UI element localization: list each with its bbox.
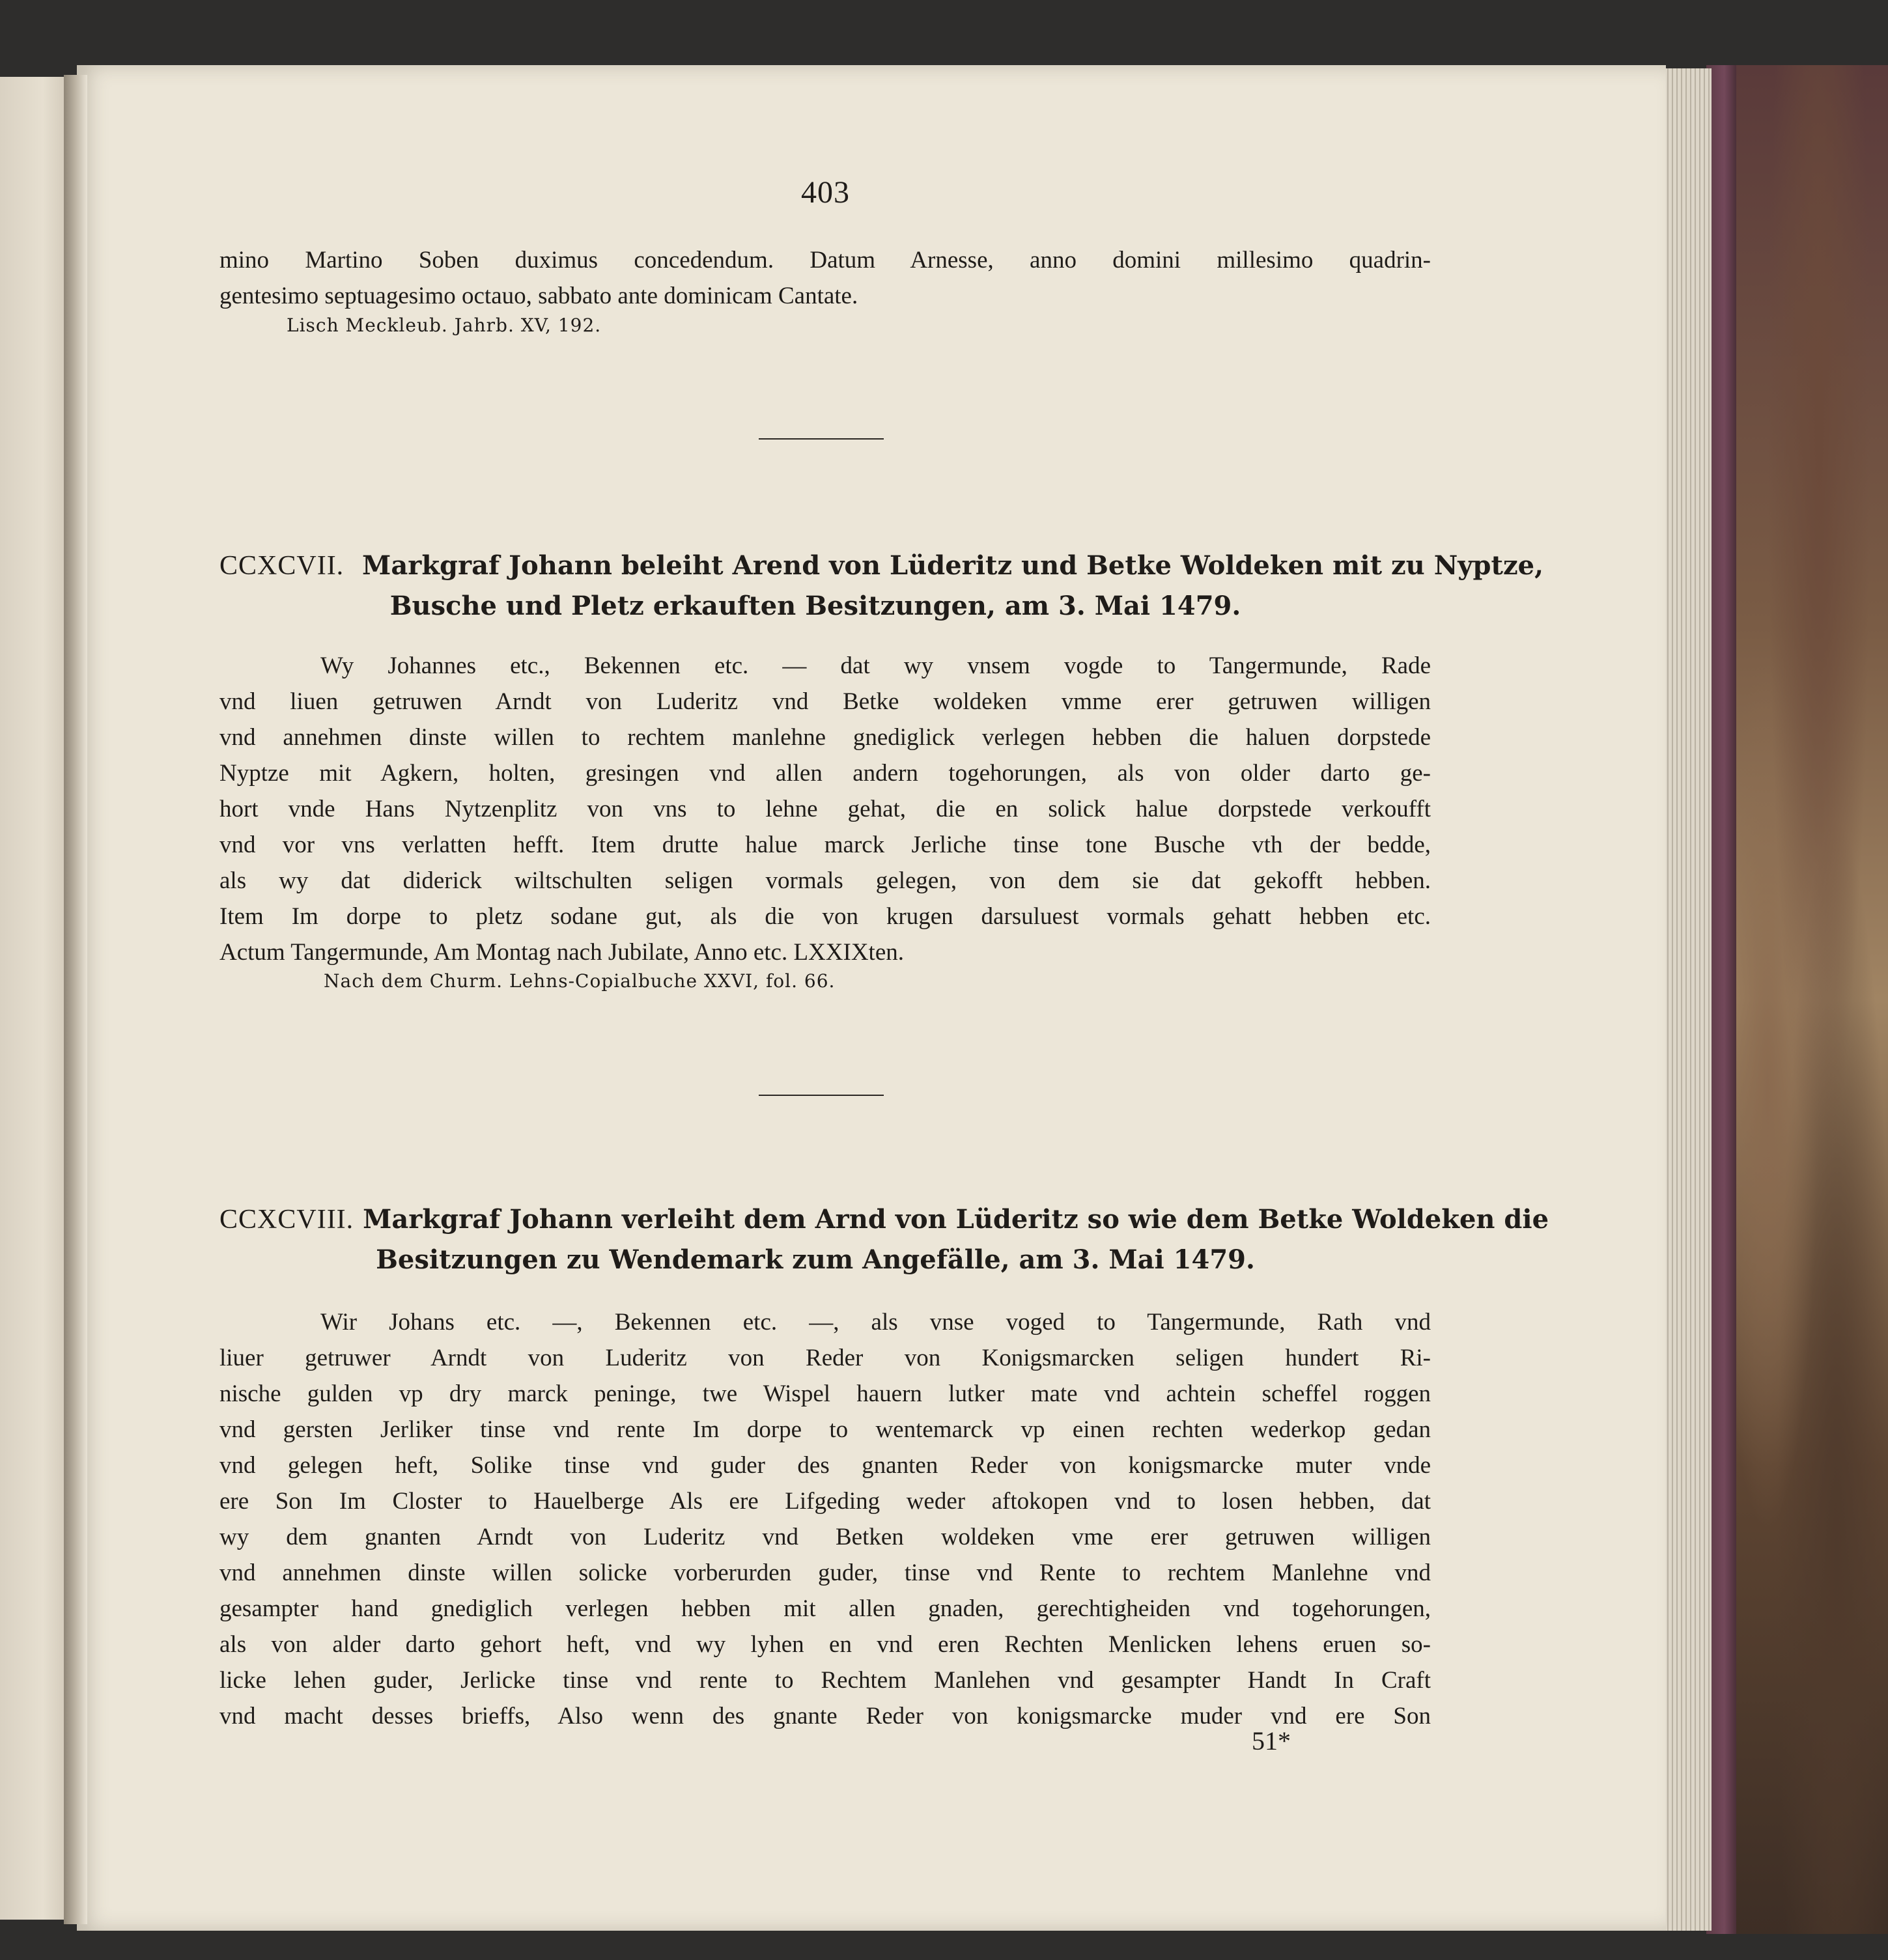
text-line: liuer getruwer Arndt von Luderitz von Reder von Konigsmarcken seligen hundert Ri- xyxy=(219,1345,1431,1371)
text-line: gesampter hand gnediglich verlegen hebben mit allen gnaden, gerechtigheiden vnd togehorungen, xyxy=(219,1595,1431,1622)
book-gutter xyxy=(64,75,87,1924)
section-divider xyxy=(759,438,884,440)
doc2-heading-line1: Markgraf Johann verleiht dem Arnd von Lüderitz so wie dem Betke Woldeken die xyxy=(363,1204,1549,1235)
text-line: Item Im dorpe to pletz sodane gut, als die von krugen darsuluest vormals gehatt hebben etc. xyxy=(219,903,1431,930)
doc1-numeral: CCXCVII. xyxy=(219,551,345,581)
page-edges xyxy=(1659,68,1712,1931)
intro-source-citation: Lisch Meckleub. Jahrb. XV, 192. xyxy=(287,315,602,336)
text-line: Wir Johans etc. —, Bekennen etc. —, als vnse voged to Tangermunde, Rath vnd xyxy=(320,1309,1431,1336)
doc2-body xyxy=(219,1304,1431,1734)
text-line: vnd liuen getruwen Arndt von Luderitz vnd Betke woldeken vmme erer getruwen willigen xyxy=(219,688,1431,715)
text-line: Actum Tangermunde, Am Montag nach Jubilate, Anno etc. LXXIXten. xyxy=(219,939,904,966)
doc1-heading-line2: Busche und Pletz erkauften Besitzungen, am 3. Mai 1479. xyxy=(389,591,1241,621)
text-line: licke lehen guder, Jerlicke tinse vnd rente to Rechtem Manlehen vnd gesampter Handt In Craft xyxy=(219,1667,1431,1694)
text-line: nische gulden vp dry marck peninge, twe Wispel hauern lutker mate vnd achtein scheffel roggen xyxy=(219,1380,1431,1407)
text-line: mino Martino Soben duximus concedendum. Datum Arnesse, anno domini millesimo quadrin- xyxy=(219,247,1431,273)
text-line: vnd annehmen dinste willen to rechtem manlehne gnediglick verlegen hebben die haluen dorpstede xyxy=(219,724,1431,751)
text-line: vnd annehmen dinste willen solicke vorberurden guder, tinse vnd Rente to rechtem Manlehne vnd xyxy=(219,1560,1431,1586)
signature-mark: 51* xyxy=(1252,1726,1291,1756)
doc1-heading-line1: Markgraf Johann beleiht Arend von Lüderitz und Betke Woldeken mit zu Nyptze, xyxy=(362,550,1544,581)
doc2-heading xyxy=(219,1199,1549,1280)
left-page-edge xyxy=(0,77,72,1920)
text-line: vnd vor vns verlatten hefft. Item drutte halue marck Jerliche tinse tone Busche vth der bedde, xyxy=(219,832,1431,858)
doc1-source-citation: Nach dem Churm. Lehns-Copialbuche XXVI, fol. 66. xyxy=(324,970,836,992)
text-line: als wy dat diderick wiltschulten seligen vormals gelegen, von dem sie dat gekofft hebben. xyxy=(219,867,1431,894)
text-line: vnd gersten Jerliker tinse vnd rente Im dorpe to wentemarck vp einen rechten wederkop gedan xyxy=(219,1416,1431,1443)
text-line: gentesimo septuagesimo octauo, sabbato ante dominicam Cantate. xyxy=(219,283,858,309)
doc1-body xyxy=(219,648,1431,970)
text-line: hort vnde Hans Nytzenplitz von vns to lehne gehat, die en solick halue dorpstede verkoufft xyxy=(219,796,1431,822)
text-line: Wy Johannes etc., Bekennen etc. — dat wy vnsem vogde to Tangermunde, Rade xyxy=(320,652,1431,679)
text-line: vnd gelegen heft, Solike tinse vnd guder des gnanten Reder von konigsmarcke muter vnde xyxy=(219,1452,1431,1479)
text-line: ere Son Im Closter to Hauelberge Als ere Lifgeding weder aftokopen vnd to losen hebben, dat xyxy=(219,1488,1431,1515)
doc1-heading xyxy=(219,546,1544,626)
text-line: vnd macht desses brieffs, Also wenn des gnante Reder von konigsmarcke muder vnd ere Son xyxy=(219,1703,1431,1729)
page-number: 403 xyxy=(801,175,850,210)
intro-paragraph xyxy=(219,242,1431,314)
marbled-cover xyxy=(1716,65,1888,1934)
doc2-numeral: CCXCVIII. xyxy=(219,1205,354,1235)
text-line: wy dem gnanten Arndt von Luderitz vnd Betken woldeken vme erer getruwen willigen xyxy=(219,1524,1431,1550)
section-divider xyxy=(759,1095,884,1096)
text-line: Nyptze mit Agkern, holten, gresingen vnd allen andern togehorungen, als von older darto ge- xyxy=(219,760,1431,787)
text-line: als von alder darto gehort heft, vnd wy lyhen en vnd eren Rechten Menlicken lehens eruen so- xyxy=(219,1631,1431,1658)
doc2-heading-line2: Besitzungen zu Wendemark zum Angefälle, am 3. Mai 1479. xyxy=(376,1244,1255,1275)
